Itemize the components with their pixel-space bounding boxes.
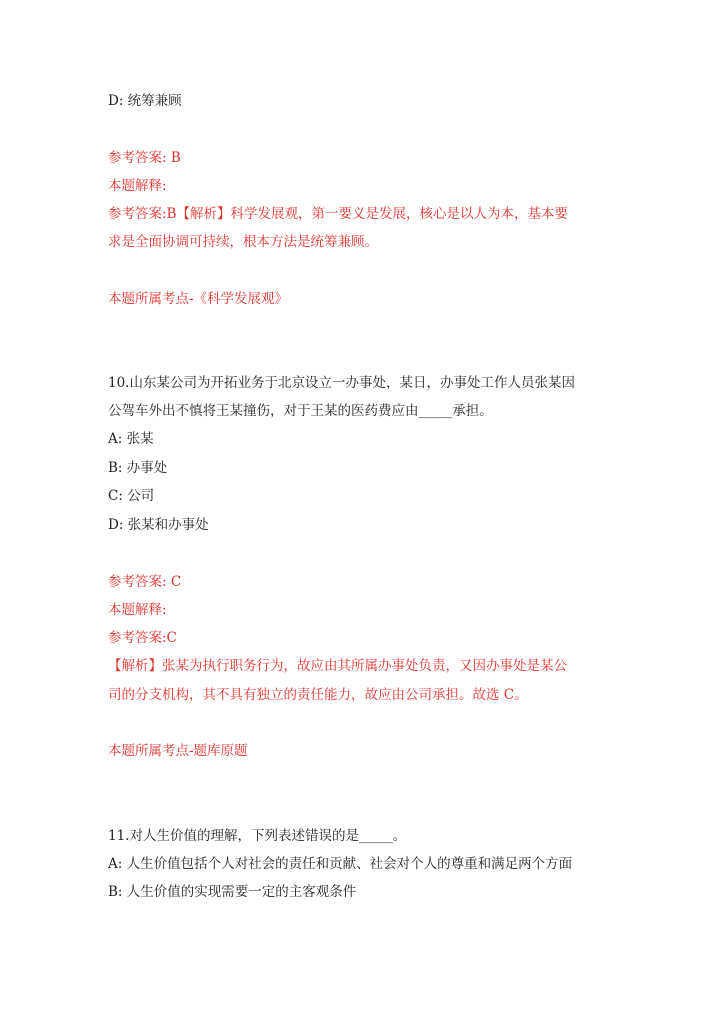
q9-explanation-line-1: 参考答案:B【解析】科学发展观，第一要义是发展，核心是以人为本，基本要 xyxy=(108,206,568,222)
q10-question-line-2: 公驾车外出不慎将王某撞伤，对于王某的医药费应由_____承担。 xyxy=(108,403,493,419)
q11-question: 11.对人生价值的理解，下列表述错误的是_____。 xyxy=(108,828,407,844)
q10-option-b: B: 办事处 xyxy=(108,460,168,476)
q9-topic: 本题所属考点-《科学发展观》 xyxy=(108,291,289,307)
q10-topic: 本题所属考点-题库原题 xyxy=(108,743,248,759)
q10-explanation-label: 本题解释: xyxy=(108,602,167,618)
q9-answer: 参考答案: B xyxy=(108,150,181,166)
q9-explanation-label: 本题解释: xyxy=(108,178,167,194)
q10-option-a: A: 张某 xyxy=(108,431,154,447)
q10-analysis-line-1: 【解析】张某为执行职务行为，故应由其所属办事处负责，又因办事处是某公 xyxy=(108,658,567,674)
q9-explanation-line-2: 求是全面协调可持续，根本方法是统筹兼顾。 xyxy=(108,234,378,250)
q10-explanation-answer: 参考答案:C xyxy=(108,630,177,646)
q10-question-line-1: 10.山东某公司为开拓业务于北京设立一办事处，某日，办事处工作人员张某因 xyxy=(108,375,575,391)
q9-option-d: D: 统筹兼顾 xyxy=(108,93,182,109)
q10-option-d: D: 张某和办事处 xyxy=(108,517,209,533)
q11-option-b: B: 人生价值的实现需要一定的主客观条件 xyxy=(108,884,357,900)
q10-answer: 参考答案: C xyxy=(108,574,182,590)
q10-analysis-line-2: 司的分支机构，其不具有独立的责任能力，故应由公司承担。故选 C。 xyxy=(108,687,528,703)
q10-option-c: C: 公司 xyxy=(108,488,155,504)
q11-option-a: A: 人生价值包括个人对社会的责任和贡献、社会对个人的尊重和满足两个方面 xyxy=(108,856,573,872)
